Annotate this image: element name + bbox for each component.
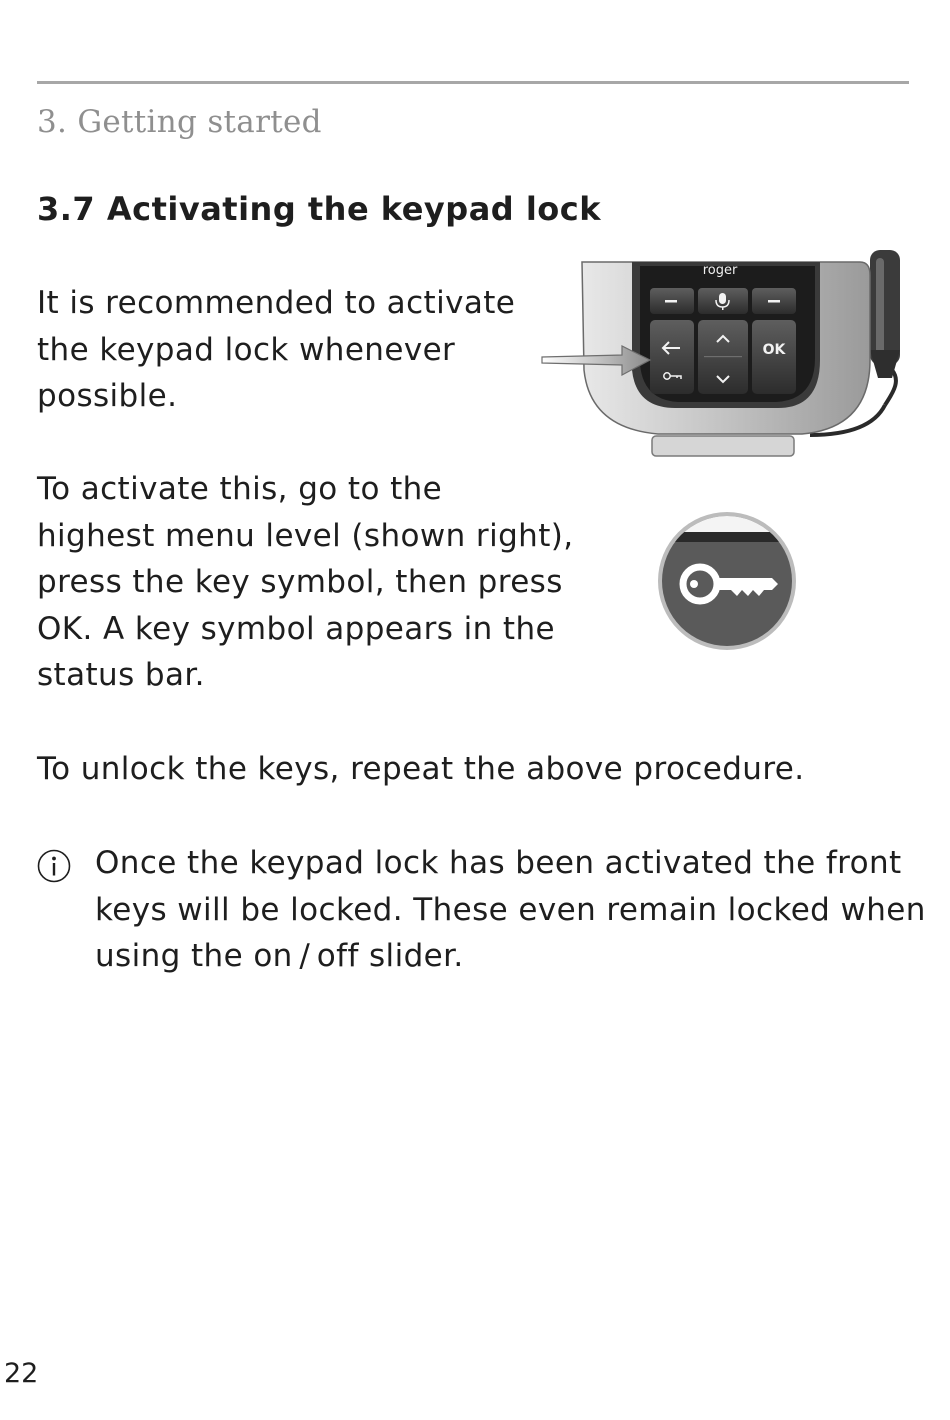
ok-key-label: OK <box>762 342 786 358</box>
text-line: using the on / off slider. <box>95 938 464 974</box>
minus-icon <box>665 300 677 303</box>
unlock-paragraph <box>37 746 805 793</box>
text-line: Once the keypad lock has been activated the front <box>95 845 902 881</box>
intro-paragraph <box>37 280 515 420</box>
text-line: press the key symbol, then press <box>37 564 563 600</box>
instructions-paragraph <box>37 466 574 699</box>
device-keypad-illustration <box>540 230 920 470</box>
minus-icon <box>768 300 780 303</box>
info-icon <box>37 849 71 883</box>
text-line: the keypad lock whenever <box>37 331 456 368</box>
text-line: highest menu level (shown right), <box>37 517 574 554</box>
header-rule <box>37 81 909 84</box>
text-line: To activate this, go to the <box>37 471 443 507</box>
text-line: possible. <box>37 378 178 414</box>
text-line: It is recommended to activate <box>37 285 516 321</box>
section-title: 3.7 Activating the keypad lock <box>37 190 602 228</box>
text-line: OK. A key symbol appears in the <box>37 610 555 647</box>
back-key-lock-key <box>650 320 694 394</box>
brand-label: roger <box>702 263 738 278</box>
text-line: status bar. <box>37 657 205 693</box>
text-line: keys will be locked. These even remain locked when <box>95 891 926 928</box>
text-line: To unlock the keys, repeat the above procedure. <box>37 751 805 787</box>
page-number: 22 <box>4 1358 39 1389</box>
key-symbol-badge <box>656 510 798 652</box>
chapter-title: 3. Getting started <box>37 104 322 140</box>
note-text <box>95 840 926 980</box>
